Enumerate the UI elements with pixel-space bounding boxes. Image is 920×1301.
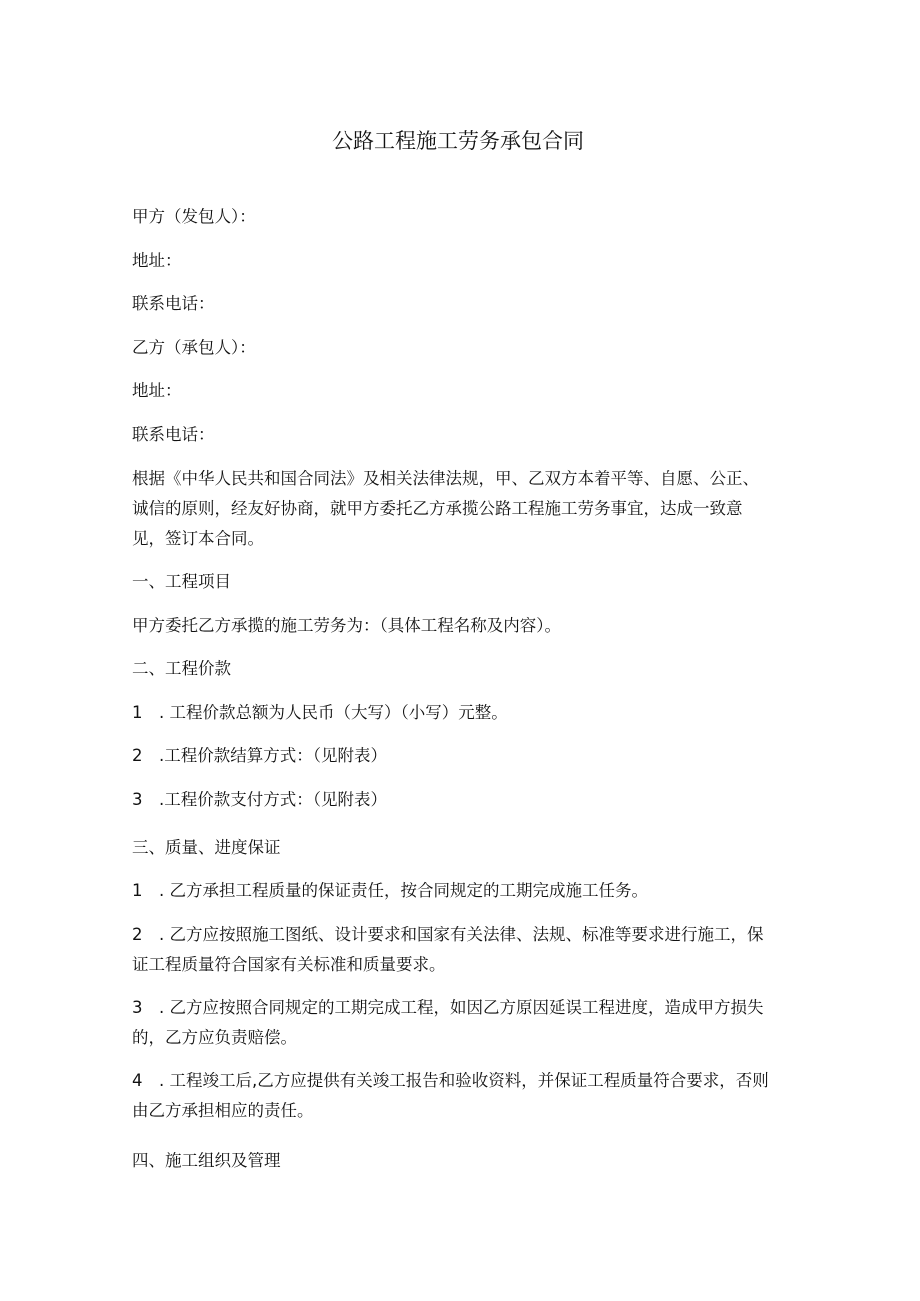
item-line: 4 . 工程竣工后,乙方应提供有关竣工报告和验收资料，并保证工程质量符合要求，否则 — [132, 1071, 769, 1090]
section-1-heading: 一、工程项目 — [132, 572, 231, 591]
preamble-line: 见，签订本合同。 — [132, 529, 264, 548]
section-3-heading: 三、质量、进度保证 — [132, 838, 281, 857]
preamble-paragraph — [132, 464, 792, 554]
item-line: 3 . 乙方应按照合同规定的工期完成工程，如因乙方原因延误工程进度，造成甲方损失 — [132, 998, 764, 1017]
section-3-item-1: 1 . 乙方承担工程质量的保证责任，按合同规定的工期完成施工任务。 — [132, 881, 648, 900]
item-line: 由乙方承担相应的责任。 — [132, 1101, 314, 1120]
party-b-address-line: 地址： — [132, 381, 182, 400]
section-4-heading: 四、施工组织及管理 — [132, 1151, 281, 1170]
section-3-item-2 — [132, 920, 792, 980]
section-1-body: 甲方委托乙方承揽的施工劳务为：（具体工程名称及内容）。 — [132, 616, 561, 635]
section-2-heading: 二、工程价款 — [132, 659, 231, 678]
section-3-item-3 — [132, 993, 792, 1053]
party-b-phone-line: 联系电话： — [132, 425, 215, 444]
item-line: 证工程质量符合国家有关标准和质量要求。 — [132, 955, 446, 974]
section-3-item-4 — [132, 1066, 792, 1126]
preamble-line: 根据《中华人民共和国合同法》及相关法律法规，甲、乙双方本着平等、自愿、公正、 — [132, 469, 759, 488]
party-a-line: 甲方（发包人）： — [132, 207, 256, 226]
section-2-item-3: 3 .工程价款支付方式：（见附表） — [132, 790, 387, 809]
section-2-item-2: 2 .工程价款结算方式：（见附表） — [132, 746, 387, 765]
party-b-line: 乙方（承包人）： — [132, 338, 256, 357]
preamble-line: 诚信的原则，经友好协商，就甲方委托乙方承揽公路工程施工劳务事宜，达成一致意 — [132, 499, 743, 518]
section-2-item-1: 1 . 工程价款总额为人民币（大写）（小写）元整。 — [132, 703, 508, 722]
document-title: 公路工程施工劳务承包合同 — [332, 129, 584, 153]
party-a-address-line: 地址： — [132, 251, 182, 270]
party-a-phone-line: 联系电话： — [132, 294, 215, 313]
item-line: 2 . 乙方应按照施工图纸、设计要求和国家有关法律、法规、标准等要求进行施工，保 — [132, 925, 764, 944]
item-line: 的，乙方应负责赔偿。 — [132, 1028, 297, 1047]
